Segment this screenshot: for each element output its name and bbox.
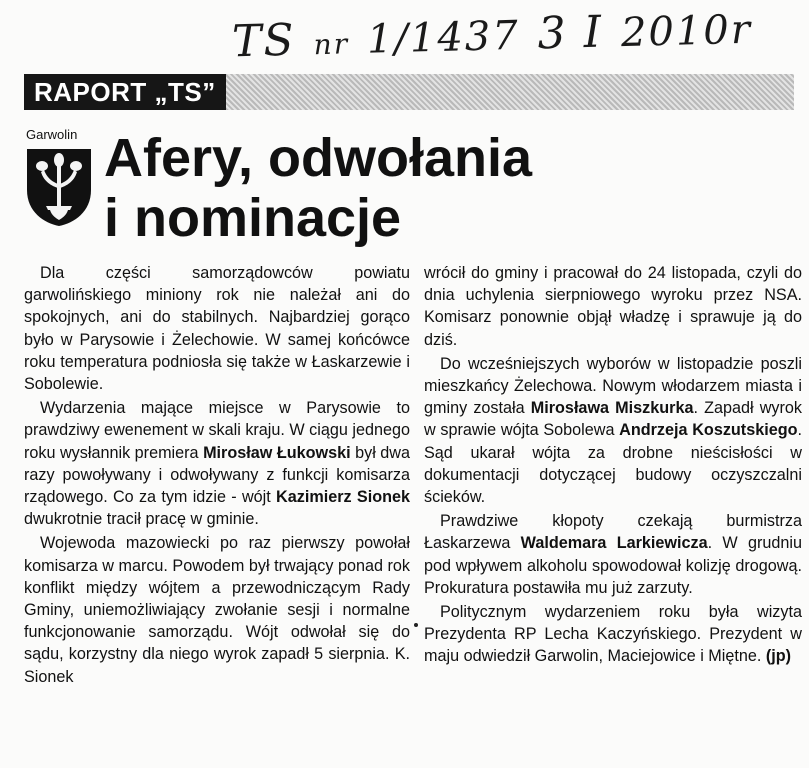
person-name: Kazimierz Sionek xyxy=(276,488,410,507)
paragraph-text: . Sąd ukarał wójta za drobne nieścisłości w dokumentacji dotyczącej budowy oczyszczalni ścieków. xyxy=(424,421,802,507)
paragraph-text: dwukrotnie tracił pracę w gminie. xyxy=(24,510,259,529)
paragraph: Wojewoda mazowiecki po raz pierwszy powołał komisarza w marcu. Powodem był trwający ponad rok konflikt między wójtem a przewodniczącym Rady Gminy, uniemożliwiający zwołanie sesji i normalne funkcjonowanie samorządu. Wójt odwołał się do sądu, korzystny dla niego wyrok zapadł 5 sierpnia. K. Sionek xyxy=(24,534,410,686)
handwritten-nr: nr xyxy=(313,27,350,62)
paragraph-text: Wydarzenia mające miejsce w Parysowie to prawdziwy ewenement w skali kraju. W ciągu jednego roku wysłannik premiera xyxy=(24,399,410,462)
paragraph-text: Prawdziwe kłopoty czekają burmistrza Łaskarzewa xyxy=(424,512,802,553)
paragraph-text: . W grudniu pod wpływem alkoholu spowodował kolizję drogową. Prokuratura postawiła mu już zarzuty. xyxy=(424,534,802,597)
headline-line-2: i nominacje xyxy=(104,188,402,248)
article-column-left xyxy=(24,262,410,690)
paragraph-text: . Zapadł wyrok w sprawie wójta Sobolewa xyxy=(424,399,802,440)
paragraph: wrócił do gminy i pracował do 24 listopada, czyli do dnia uchylenia sierpniowego wyroku przez NSA. Komisarz ponownie objął władzę i sprawuje ją do dziś. xyxy=(424,264,802,349)
paragraph xyxy=(24,397,410,530)
person-name: Mirosława Miszkurka xyxy=(530,399,694,418)
handwritten-note xyxy=(231,0,792,71)
handwritten-ts: TS xyxy=(231,14,297,68)
paragraph xyxy=(424,510,802,599)
person-name: Andrzeja Koszutskiego xyxy=(619,421,798,440)
coat-of-arms-icon xyxy=(24,146,94,228)
article-headline xyxy=(104,128,794,248)
author-signature: (jp) xyxy=(765,647,792,666)
handwritten-year: 2010r xyxy=(620,6,753,57)
section-label: RAPORT „TS” xyxy=(24,74,226,110)
paragraph-text: Politycznym wydarzeniem roku była wizyta Prezydenta RP Lecha Kaczyńskiego. Prezydent w maju odwiedził Garwolin, Maciejowice i Miętne. xyxy=(424,603,802,666)
paragraph-text: był dwa razy powoływany i odwoływany z funkcji komisarza rządowego. Co za tym idzie - wójt xyxy=(24,443,410,507)
section-bar-pattern xyxy=(226,74,794,110)
print-speck xyxy=(414,623,418,627)
crest-label: Garwolin xyxy=(26,127,78,142)
paragraph-text: Do wcześniejszych wyborów w listopadzie poszli mieszkańcy Żelechowa. Nowym włodarzem miasta i gminy została xyxy=(424,354,802,418)
handwritten-issue: 1/1437 xyxy=(366,12,521,63)
headline-line-1: Afery, odwołania xyxy=(104,128,533,188)
handwritten-day-month: 3 I xyxy=(536,6,604,60)
paragraph xyxy=(424,353,802,508)
article-column-right xyxy=(424,262,802,670)
paragraph xyxy=(424,601,802,668)
person-name: Waldemara Larkiewicza xyxy=(520,534,708,553)
section-bar xyxy=(24,74,794,110)
person-name: Mirosław Łukowski xyxy=(203,443,351,462)
paragraph: Dla części samorządowców powiatu garwolińskiego miniony rok nie należał ani do spokojnych, ani do stabilnych. Najbardziej gorąco było w Parysowie i Żelechowie. W samej końcówce roku temperatura podniosła się także w Łaskarzewie i Sobolewie. xyxy=(24,264,410,394)
